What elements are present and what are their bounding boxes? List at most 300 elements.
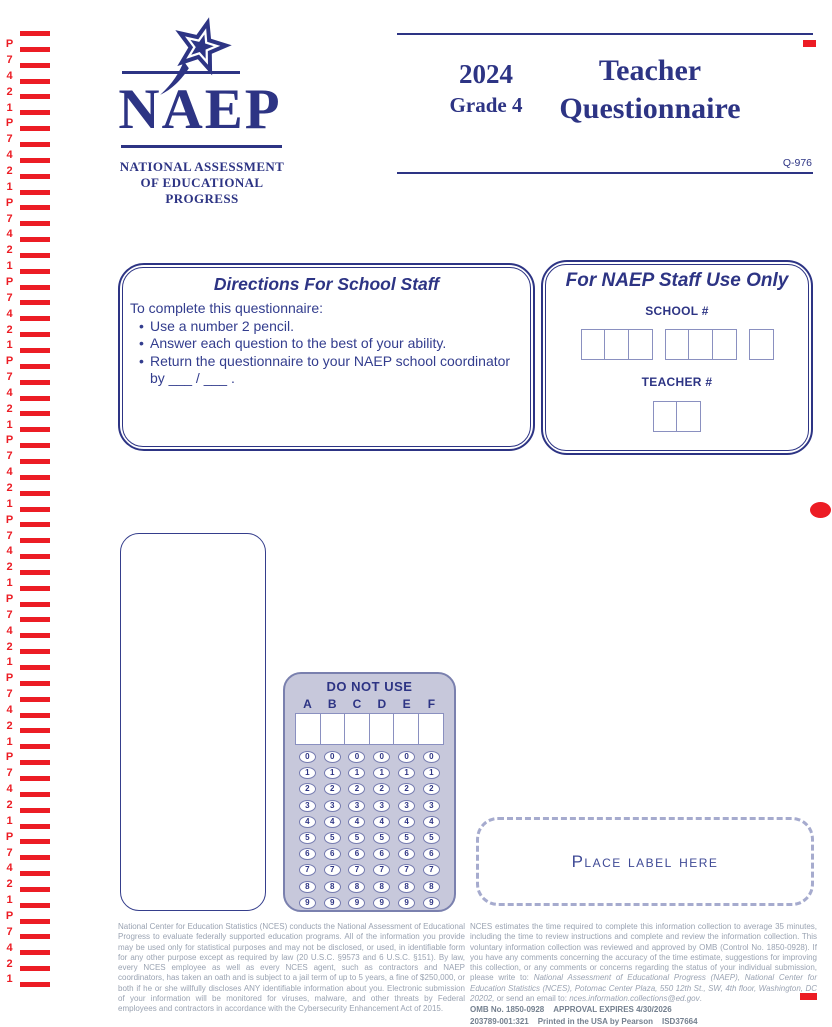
bubble-cell [394, 832, 419, 844]
bubble-cell [369, 816, 394, 828]
bubble-B-4[interactable]: 4 [324, 816, 341, 828]
bubble-F-9[interactable]: 9 [423, 897, 440, 909]
timing-bar [20, 586, 50, 591]
bubble-cell [295, 783, 320, 795]
bubble-D-4[interactable]: 4 [373, 816, 390, 828]
timing-bar [20, 190, 50, 195]
timing-letter: 4 [6, 466, 13, 479]
bubble-D-2[interactable]: 2 [373, 783, 390, 795]
bubble-E-2[interactable]: 2 [398, 783, 415, 795]
bubble-F-1[interactable]: 1 [423, 767, 440, 779]
timing-bar [20, 808, 50, 813]
timing-letter: P [5, 751, 14, 764]
timing-letter: 4 [6, 783, 13, 796]
timing-letter: 7 [6, 450, 13, 463]
timing-bar [20, 79, 50, 84]
timing-bar [20, 903, 50, 908]
omb-number: OMB No. 1850-0928 [470, 1005, 545, 1015]
bubble-D-9[interactable]: 9 [373, 897, 390, 909]
bubble-A-2[interactable]: 2 [299, 783, 316, 795]
staff-box-title: For NAEP Staff Use Only [565, 270, 789, 291]
bubble-E-9[interactable]: 9 [398, 897, 415, 909]
timing-bar [20, 380, 50, 385]
bubble-row-0 [295, 751, 444, 763]
timing-letter: 4 [6, 228, 13, 241]
timing-bar [20, 110, 50, 115]
timing-bar [20, 158, 50, 163]
timing-bar [20, 348, 50, 353]
timing-bar [20, 982, 50, 987]
timing-bar [20, 649, 50, 654]
bubble-row-3 [295, 800, 444, 812]
writein-cell-C[interactable] [344, 713, 370, 745]
logo-rule-lower [121, 145, 282, 148]
bubble-E-5[interactable]: 5 [398, 832, 415, 844]
timing-bar [20, 919, 50, 924]
bubble-cell [369, 800, 394, 812]
timing-letter: 7 [6, 688, 13, 701]
timing-letter: 7 [6, 54, 13, 67]
timing-bar [20, 887, 50, 892]
timing-letter: 1 [6, 656, 13, 669]
timing-bar [20, 269, 50, 274]
timing-bar [20, 285, 50, 290]
bubble-D-5[interactable]: 5 [373, 832, 390, 844]
timing-bar [20, 475, 50, 480]
bubble-A-9[interactable]: 9 [299, 897, 316, 909]
bubble-B-0[interactable]: 0 [324, 751, 341, 763]
footer-burden-intro: NCES estimates the time required to complete this information collection to average 35 minutes, including the time to review instructions and complete and review the information collection. This voluntary information collection was reviewed and approved by OMB (Control No. 1850-0928). If you have any comments concerning the accuracy of the time estimate, suggestions for improving this collection, or any comments or concerns regarding the status of your individual submission, please write to: [470, 922, 817, 983]
teacher-box-group [653, 401, 702, 432]
naep-wordmark: NAEP [118, 78, 282, 141]
timing-letter: 2 [6, 719, 13, 732]
bubble-cell [295, 832, 320, 844]
bubble-C-9[interactable]: 9 [348, 897, 365, 909]
bubble-panel-title: DO NOT USE [326, 679, 413, 694]
bubble-cell [419, 783, 444, 795]
timing-bar [20, 792, 50, 797]
timing-letter: 4 [6, 307, 13, 320]
timing-letter: P [5, 672, 14, 685]
bubble-column-header-E: E [402, 697, 411, 711]
bubble-cell [345, 848, 370, 860]
header-title-line2: Questionnaire [559, 92, 741, 125]
bubble-cell [419, 767, 444, 779]
timing-letter: 2 [6, 85, 13, 98]
direction-bullet: • Answer each question to the best of your ability. [139, 335, 523, 352]
bubble-F-5[interactable]: 5 [423, 832, 440, 844]
timing-bar [20, 253, 50, 258]
bubble-E-8[interactable]: 8 [398, 881, 415, 893]
directions-body [120, 295, 533, 387]
bubble-E-6[interactable]: 6 [398, 848, 415, 860]
timing-bar [20, 31, 50, 36]
bubble-B-7[interactable]: 7 [324, 864, 341, 876]
timing-letter: 7 [6, 846, 13, 859]
bubble-A-5[interactable]: 5 [299, 832, 316, 844]
bubble-A-1[interactable]: 1 [299, 767, 316, 779]
bubble-D-1[interactable]: 1 [373, 767, 390, 779]
bubble-cell [320, 832, 345, 844]
timing-letter: 4 [6, 69, 13, 82]
header-title-line1: Teacher [598, 54, 702, 87]
bubble-panel-inner [295, 697, 444, 909]
bubble-E-7[interactable]: 7 [398, 864, 415, 876]
writein-cell-F[interactable] [418, 713, 444, 745]
registration-mark-right-oval [810, 502, 831, 518]
bubble-cell [419, 848, 444, 860]
timing-bar [20, 205, 50, 210]
bubble-B-1[interactable]: 1 [324, 767, 341, 779]
bubble-cell [345, 897, 370, 909]
writein-cell-D[interactable] [369, 713, 395, 745]
bubble-D-7[interactable]: 7 [373, 864, 390, 876]
bubble-B-5[interactable]: 5 [324, 832, 341, 844]
bubble-cell [320, 864, 345, 876]
bubble-cell [320, 848, 345, 860]
bubble-C-3[interactable]: 3 [348, 800, 365, 812]
direction-bullet: • Return the questionnaire to your NAEP school coordinator by ___ / ___ . [139, 353, 523, 387]
timing-bar [20, 728, 50, 733]
timing-letter: P [5, 909, 14, 922]
header-bottom-rule [397, 172, 813, 174]
staff-use-only-box [541, 260, 813, 455]
timing-bar [20, 602, 50, 607]
bubble-cell [345, 751, 370, 763]
timing-bar [20, 760, 50, 765]
bubble-cell [419, 800, 444, 812]
header-top-rule [397, 33, 813, 35]
bubble-cell [295, 767, 320, 779]
bubble-cell [369, 864, 394, 876]
bubble-C-6[interactable]: 6 [348, 848, 365, 860]
timing-letter: 4 [6, 386, 13, 399]
timing-letter: 7 [6, 529, 13, 542]
bubble-cell [394, 767, 419, 779]
footer-email-suffix: . [699, 994, 702, 1004]
timing-letter: P [5, 275, 14, 288]
bubble-row-9 [295, 897, 444, 909]
timing-bar [20, 776, 50, 781]
bubble-cell [320, 751, 345, 763]
timing-letter: P [5, 513, 14, 526]
bubble-E-3[interactable]: 3 [398, 800, 415, 812]
bubble-column-header-F: F [427, 697, 436, 711]
timing-bar [20, 142, 50, 147]
timing-letter: 7 [6, 371, 13, 384]
timing-letter: 7 [6, 767, 13, 780]
bubble-cell [345, 864, 370, 876]
bubble-A-3[interactable]: 3 [299, 800, 316, 812]
timing-bar [20, 316, 50, 321]
timing-bar [20, 554, 50, 559]
timing-letter: 7 [6, 212, 13, 225]
timing-bar [20, 617, 50, 622]
bubble-cell [320, 881, 345, 893]
timing-letter: 7 [6, 133, 13, 146]
timing-letter: 2 [6, 244, 13, 257]
timing-bar [20, 221, 50, 226]
timing-bar [20, 300, 50, 305]
timing-letter: P [5, 592, 14, 605]
bubble-column-headers [295, 697, 444, 711]
writein-cell-E[interactable] [393, 713, 419, 745]
timing-letter: 1 [6, 180, 13, 193]
bubble-F-2[interactable]: 2 [423, 783, 440, 795]
bubble-cell [419, 832, 444, 844]
bubble-D-0[interactable]: 0 [373, 751, 390, 763]
timing-bar [20, 697, 50, 702]
bubble-column-header-A: A [303, 697, 312, 711]
bubble-F-6[interactable]: 6 [423, 848, 440, 860]
bubble-B-2[interactable]: 2 [324, 783, 341, 795]
bubble-D-3[interactable]: 3 [373, 800, 390, 812]
logo-org-line3: PROGRESS [165, 191, 239, 206]
bubble-cell [295, 800, 320, 812]
timing-letter: 1 [6, 339, 13, 352]
timing-letter: 4 [6, 149, 13, 162]
bubble-cell [419, 881, 444, 893]
school-box-group [749, 329, 774, 360]
timing-letter: 1 [6, 260, 13, 273]
timing-letter: P [5, 117, 14, 130]
timing-bar [20, 364, 50, 369]
bubble-A-7[interactable]: 7 [299, 864, 316, 876]
timing-letter: 4 [6, 862, 13, 875]
bubble-A-4[interactable]: 4 [299, 816, 316, 828]
bubble-cell [369, 881, 394, 893]
bubble-B-8[interactable]: 8 [324, 881, 341, 893]
bubble-cell [419, 751, 444, 763]
bubble-cell [419, 897, 444, 909]
timing-bar [20, 570, 50, 575]
timing-bar [20, 443, 50, 448]
timing-bar [20, 713, 50, 718]
timing-bar [20, 934, 50, 939]
bubble-cell [320, 816, 345, 828]
bubble-B-6[interactable]: 6 [324, 848, 341, 860]
bubble-E-4[interactable]: 4 [398, 816, 415, 828]
timing-bar [20, 966, 50, 971]
bubble-cell [320, 897, 345, 909]
footer-confidentiality-paragraph: National Center for Education Statistics (NCES) conducts the National Assessment of Educational Progress to evaluate federally supported education programs. All of the information you provide may be used only for statistical purposes and may not be disclosed, or used, in identifiable form for any other purpose except as required by law (20 U.S.C. §9573 and 6 U.S.C. §151). By law, every NCES employee as well as every NCES agent, such as contractors and NAEP coordinators, has taken an oath and is subject to a jail term of up to 5 years, a fine of $250,000, or both if he or she willfully discloses ANY identifiable information about you. Electronic submission of your information will be monitored for viruses, malware, and other threats by Federal employees and contractors in accordance with the Cybersecurity Enhancement Act of 2015. [118, 922, 465, 1014]
bubble-cell [369, 897, 394, 909]
timing-bar [20, 63, 50, 68]
bubble-C-0[interactable]: 0 [348, 751, 365, 763]
timing-bar [20, 839, 50, 844]
logo-org-line1: NATIONAL ASSESSMENT [119, 159, 285, 174]
school-number-cell[interactable] [665, 329, 690, 360]
bubble-F-0[interactable]: 0 [423, 751, 440, 763]
timing-letter: 4 [6, 703, 13, 716]
directions-intro: To complete this questionnaire: [130, 300, 323, 316]
timing-marks-strip [0, 0, 60, 1027]
timing-letter: 7 [6, 608, 13, 621]
approval-expires: APPROVAL EXPIRES 4/30/2026 [553, 1005, 672, 1015]
header-grade: Grade 4 [449, 93, 523, 117]
bubble-E-1[interactable]: 1 [398, 767, 415, 779]
bubble-row-6 [295, 848, 444, 860]
header-year-block [426, 58, 546, 120]
bubble-cell [369, 767, 394, 779]
directions-list [130, 318, 523, 387]
timing-letter: 1 [6, 418, 13, 431]
timing-letter: 4 [6, 941, 13, 954]
bubble-cell [295, 897, 320, 909]
timing-letter: P [5, 355, 14, 368]
timing-bar [20, 47, 50, 52]
timing-letter: 1 [6, 735, 13, 748]
directions-box [118, 263, 535, 451]
timing-bar [20, 396, 50, 401]
bubble-F-3[interactable]: 3 [423, 800, 440, 812]
school-number-boxes [543, 329, 811, 360]
timing-letter: 2 [6, 323, 13, 336]
school-box-group [665, 329, 737, 360]
bubble-C-5[interactable]: 5 [348, 832, 365, 844]
bubble-cell [394, 783, 419, 795]
isd-code: ISD37664 [662, 1016, 698, 1026]
bubble-cell [320, 783, 345, 795]
footer-burden-paragraph [470, 922, 817, 1027]
timing-letter: P [5, 830, 14, 843]
timing-bar [20, 459, 50, 464]
bubble-C-1[interactable]: 1 [348, 767, 365, 779]
school-number-cell[interactable] [712, 329, 737, 360]
bubble-cell [345, 767, 370, 779]
bubble-C-7[interactable]: 7 [348, 864, 365, 876]
timing-bar [20, 665, 50, 670]
school-number-cell[interactable] [628, 329, 653, 360]
bubble-A-0[interactable]: 0 [299, 751, 316, 763]
bubble-cell [295, 816, 320, 828]
timing-bar [20, 855, 50, 860]
do-not-use-bubble-panel [283, 672, 456, 912]
school-number-cell[interactable] [604, 329, 629, 360]
bubble-cell [345, 881, 370, 893]
bubble-row-4 [295, 816, 444, 828]
bubble-cell [394, 881, 419, 893]
bubble-cell [394, 848, 419, 860]
bubble-column-header-D: D [377, 697, 387, 711]
school-number-label: SCHOOL # [645, 304, 709, 318]
bubble-C-2[interactable]: 2 [348, 783, 365, 795]
timing-letter: 1 [6, 894, 13, 907]
timing-bar [20, 237, 50, 242]
timing-bar [20, 411, 50, 416]
bubble-C-8[interactable]: 8 [348, 881, 365, 893]
timing-letter: 2 [6, 482, 13, 494]
timing-letter: 4 [6, 545, 13, 558]
timing-letter: 2 [6, 402, 13, 415]
bubble-cell [419, 816, 444, 828]
bubble-B-9[interactable]: 9 [324, 897, 341, 909]
timing-letter: P [5, 196, 14, 209]
timing-letter: 7 [6, 925, 13, 938]
timing-letter: 2 [6, 878, 13, 891]
directions-title: Directions For School Staff [213, 274, 440, 294]
writein-cell-B[interactable] [320, 713, 346, 745]
print-code: 203789-001:321 [470, 1016, 529, 1026]
timing-letter: 1 [6, 101, 13, 114]
school-number-cell[interactable] [688, 329, 713, 360]
bubble-E-0[interactable]: 0 [398, 751, 415, 763]
teacher-number-cell[interactable] [653, 401, 678, 432]
timing-bar [20, 950, 50, 955]
bubble-cell [394, 816, 419, 828]
bubble-B-3[interactable]: 3 [324, 800, 341, 812]
teacher-number-boxes [543, 401, 811, 432]
timing-bar [20, 126, 50, 131]
bubble-row-5 [295, 832, 444, 844]
bubble-grid [295, 751, 444, 909]
bubble-cell [320, 767, 345, 779]
bubble-A-6[interactable]: 6 [299, 848, 316, 860]
writein-cell-A[interactable] [295, 713, 321, 745]
bubble-F-8[interactable]: 8 [423, 881, 440, 893]
timing-letter: 4 [6, 624, 13, 637]
timing-bar [20, 522, 50, 527]
bubble-writein-boxes [295, 713, 444, 745]
form-code: Q-976 [782, 157, 812, 169]
bubble-column-header-B: B [327, 697, 337, 711]
school-number-cell[interactable] [581, 329, 606, 360]
bubble-cell [320, 800, 345, 812]
bubble-C-4[interactable]: 4 [348, 816, 365, 828]
bubble-row-7 [295, 864, 444, 876]
footer-email: nces.information.collections@ed.gov [569, 994, 700, 1004]
school-number-cell[interactable] [749, 329, 774, 360]
bubble-cell [369, 832, 394, 844]
timing-letter: 2 [6, 957, 13, 970]
timing-bar [20, 871, 50, 876]
bubble-cell [369, 783, 394, 795]
footer-print-line [470, 1017, 817, 1027]
bubble-cell [369, 751, 394, 763]
timing-bar [20, 744, 50, 749]
school-box-group [581, 329, 653, 360]
timing-letter: 2 [6, 799, 13, 811]
bubble-D-6[interactable]: 6 [373, 848, 390, 860]
place-label-here-text: Place label here [571, 851, 719, 871]
bubble-cell [394, 864, 419, 876]
logo-org-line2: OF EDUCATIONAL [140, 175, 264, 190]
timing-letter: 1 [6, 497, 13, 510]
printed-by: Printed in the USA by Pearson [537, 1016, 653, 1026]
bubble-F-7[interactable]: 7 [423, 864, 440, 876]
bubble-cell [419, 864, 444, 876]
bubble-row-8 [295, 881, 444, 893]
footer-burden-text [470, 922, 817, 1004]
bubble-A-8[interactable]: 8 [299, 881, 316, 893]
bubble-cell [394, 800, 419, 812]
bubble-D-8[interactable]: 8 [373, 881, 390, 893]
bubble-cell [394, 751, 419, 763]
place-label-here-box[interactable] [476, 817, 814, 906]
header-title-block [548, 52, 752, 128]
bubble-F-4[interactable]: 4 [423, 816, 440, 828]
teacher-number-label: TEACHER # [641, 375, 713, 389]
timing-bar [20, 507, 50, 512]
timing-bar [20, 427, 50, 432]
timing-letter: 1 [6, 814, 13, 827]
footer-email-prefix: or send an email to: [494, 994, 570, 1004]
timing-letter: 7 [6, 291, 13, 304]
footer-omb-line [470, 1005, 817, 1015]
bubble-cell [295, 848, 320, 860]
timing-bar [20, 332, 50, 337]
teacher-number-cell[interactable] [676, 401, 701, 432]
